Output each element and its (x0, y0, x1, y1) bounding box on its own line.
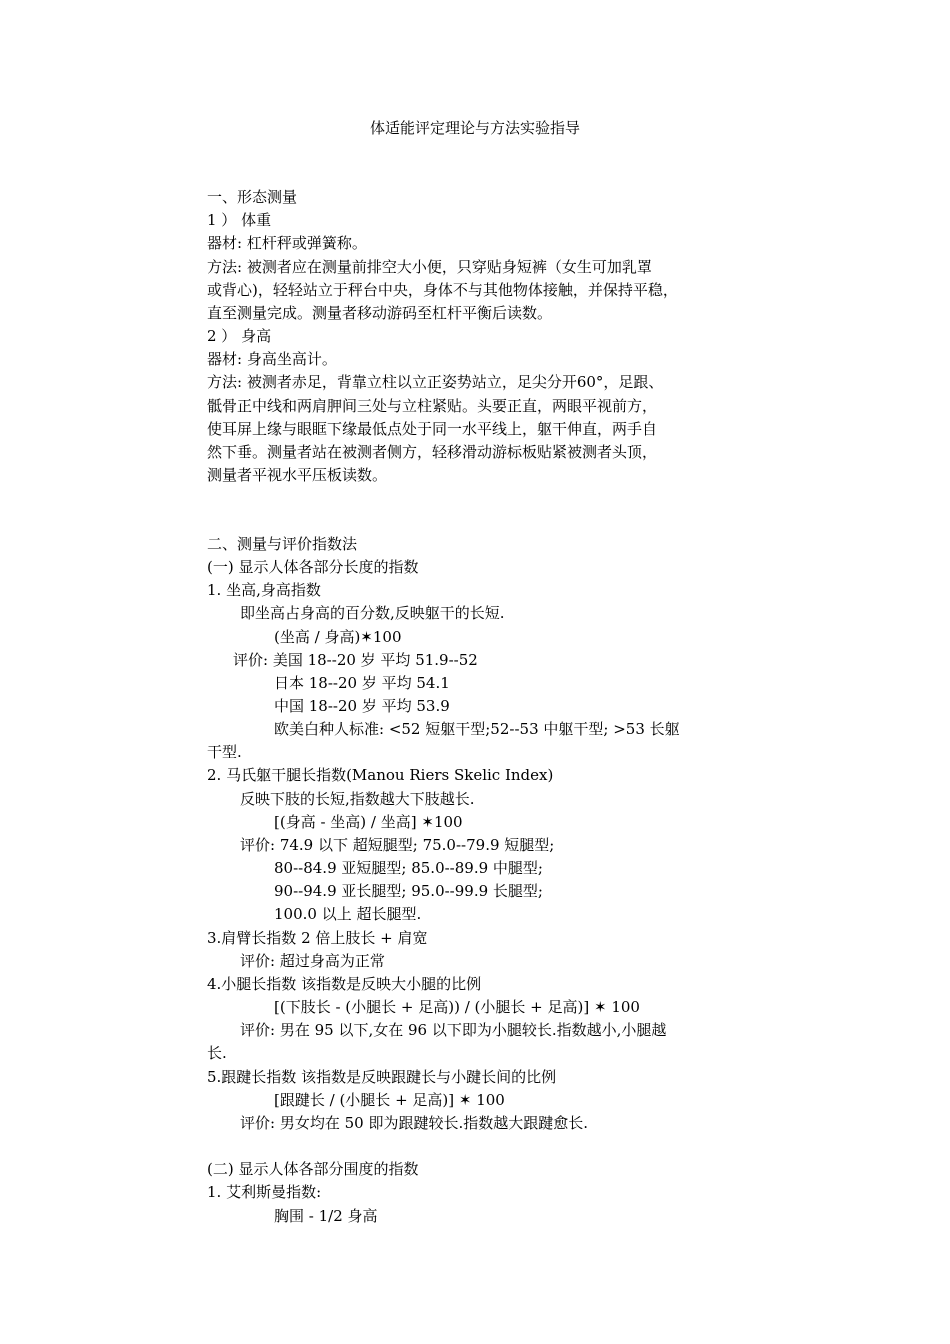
document-title: 体适能评定理论与方法实验指导 (369, 119, 580, 137)
height-method-line: 测量者平视水平压板读数。 (207, 466, 388, 484)
index-title-manouvrier: 2. 马氏躯干腿长指数(Manou Riers Skelic Index) (207, 766, 554, 784)
item-heading-height: 2 ） 身高 (207, 327, 272, 345)
evaluation-line: 80--84.9 亚短腿型; 85.0--89.9 中腿型; (274, 859, 543, 877)
index-formula: (坐高 / 身高)✶100 (274, 628, 402, 646)
section-heading-indices: 二、测量与评价指数法 (207, 535, 358, 553)
index-title-lower-leg: 4.小腿长指数 该指数是反映大小腿的比例 (207, 975, 482, 993)
index-description: 即坐高占身高的百分数,反映躯干的长短. (240, 604, 505, 622)
evaluation-line: 长. (207, 1044, 227, 1062)
item-heading-weight: 1 ） 体重 (207, 211, 272, 229)
evaluation-line: 欧美白种人标准: <52 短躯干型;52--53 中躯干型; >53 长躯 (274, 720, 680, 738)
height-method-line: 骶骨正中线和两肩胛间三处与立柱紧贴。头要正直，两眼平视前方， (207, 397, 658, 415)
index-formula: [(下肢长 - (小腿长 + 足高)) / (小腿长 + 足高)] ✶ 100 (274, 998, 640, 1016)
index-title-shoulder-arm: 3.肩臂长指数 2 倍上肢长 + 肩宽 (207, 929, 428, 947)
height-method-line: 然下垂。测量者站在被测者侧方，轻移滑动游标板贴紧被测者头顶， (207, 443, 658, 461)
index-formula: [(身高 - 坐高) / 坐高] ✶100 (274, 813, 463, 831)
evaluation-line: 评价: 男在 95 以下,女在 96 以下即为小腿较长.指数越小,小腿越 (240, 1021, 667, 1039)
index-description: 反映下肢的长短,指数越大下肢越长. (240, 790, 475, 808)
subsection-heading-length: (一) 显示人体各部分长度的指数 (207, 558, 419, 576)
height-method-line: 方法: 被测者赤足，背靠立柱以立正姿势站立，足尖分开60°，足跟、 (207, 373, 664, 391)
weight-method-line: 方法: 被测者应在测量前排空大小便，只穿贴身短裤（女生可加乳罩 (207, 258, 652, 276)
weight-equipment: 器材: 杠杆秤或弹簧称。 (207, 234, 367, 252)
evaluation-line: 100.0 以上 超长腿型. (274, 905, 422, 923)
weight-method-line: 或背心)，轻轻站立于秤台中央，身体不与其他物体接触，并保持平稳， (207, 281, 678, 299)
index-title-erisman: 1. 艾利斯曼指数: (207, 1183, 322, 1201)
height-method-line: 使耳屏上缘与眼眶下缘最低点处于同一水平线上，躯干伸直，两手自 (207, 420, 658, 438)
evaluation-line: 评价: 超过身高为正常 (240, 952, 385, 970)
section-heading-morphology: 一、形态测量 (207, 188, 298, 206)
evaluation-line: 90--94.9 亚长腿型; 95.0--99.9 长腿型; (274, 882, 543, 900)
subsection-heading-girth: (二) 显示人体各部分围度的指数 (207, 1160, 419, 1178)
evaluation-line: 评价: 74.9 以下 超短腿型; 75.0--79.9 短腿型; (240, 836, 555, 854)
evaluation-line: 评价: 美国 18--20 岁 平均 51.9--52 (233, 651, 478, 669)
index-title-achilles: 5.跟踺长指数 该指数是反映跟踺长与小踺长间的比例 (207, 1068, 557, 1086)
height-equipment: 器材: 身高坐高计。 (207, 350, 337, 368)
index-formula: [跟踺长 / (小腿长 + 足高)] ✶ 100 (274, 1091, 505, 1109)
index-title-sitting-height: 1. 坐高,身高指数 (207, 581, 321, 599)
index-formula: 胸围 - 1/2 身高 (274, 1207, 378, 1225)
evaluation-line: 中国 18--20 岁 平均 53.9 (274, 697, 450, 715)
weight-method-line: 直至测量完成。测量者移动游码至杠杆平衡后读数。 (207, 304, 553, 322)
evaluation-line: 日本 18--20 岁 平均 54.1 (274, 674, 450, 692)
evaluation-line: 评价: 男女均在 50 即为跟踺较长.指数越大跟踺愈长. (240, 1114, 588, 1132)
evaluation-line: 干型. (207, 743, 242, 761)
